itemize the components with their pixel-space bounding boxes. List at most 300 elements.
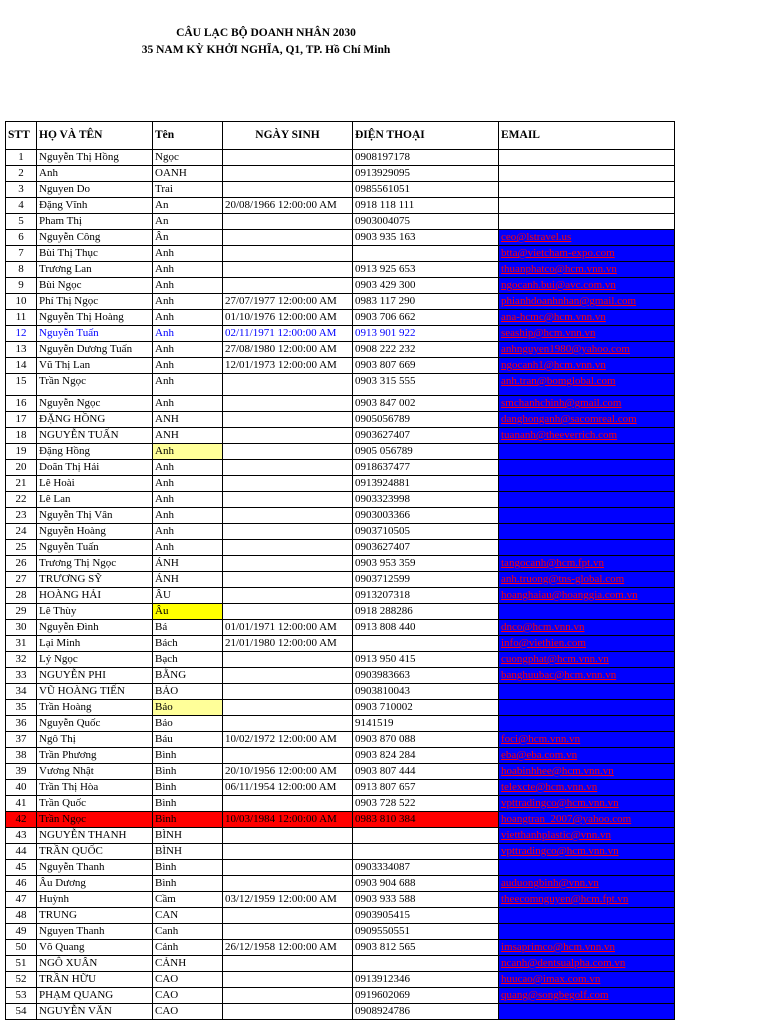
table-row: [6, 214, 675, 230]
table-row: [6, 940, 675, 956]
cell-birthdate: [223, 246, 353, 262]
cell-full-name: Trần Phương: [37, 748, 153, 764]
table-row: [6, 358, 675, 374]
cell-stt: 20: [6, 460, 37, 476]
cell-phone: 0918637477: [353, 460, 499, 476]
cell-birthdate: [223, 652, 353, 668]
cell-birthdate: 02/11/1971 12:00:00 AM: [223, 326, 353, 342]
cell-phone: [353, 844, 499, 860]
cell-full-name: Trương Thị Ngọc: [37, 556, 153, 572]
cell-stt: 32: [6, 652, 37, 668]
cell-birthdate: [223, 876, 353, 892]
cell-birthdate: [223, 374, 353, 396]
cell-stt: 37: [6, 732, 37, 748]
cell-phone: 0903810043: [353, 684, 499, 700]
cell-stt: 13: [6, 342, 37, 358]
cell-given-name: ANH: [153, 412, 223, 428]
email-link[interactable]: anh.tran@bomglobal.com: [501, 375, 616, 387]
email-link[interactable]: hoangtran_2007@yahoo.com: [501, 813, 632, 825]
cell-given-name: BÌNH: [153, 844, 223, 860]
cell-email: [499, 652, 675, 668]
cell-full-name: NGUYỄN TUẤN: [37, 428, 153, 444]
cell-phone: 0903710505: [353, 524, 499, 540]
cell-email: [499, 668, 675, 684]
cell-email: [499, 540, 675, 556]
cell-full-name: NGUYỄN THANH: [37, 828, 153, 844]
cell-phone: 0918 118 111: [353, 198, 499, 214]
table-row: [6, 748, 675, 764]
table-body: [6, 150, 675, 1020]
cell-phone: 0903627407: [353, 540, 499, 556]
cell-given-name: Bảo: [153, 716, 223, 732]
cell-phone: 0908 222 232: [353, 342, 499, 358]
table-row: [6, 342, 675, 358]
cell-given-name: ÁNH: [153, 572, 223, 588]
table-row: [6, 508, 675, 524]
cell-stt: 7: [6, 246, 37, 262]
cell-phone: 0903712599: [353, 572, 499, 588]
email-link[interactable]: ana-hcmc@hcm.vnn.vn: [501, 311, 606, 323]
cell-phone: 0913912346: [353, 972, 499, 988]
cell-given-name: Bách: [153, 636, 223, 652]
cell-birthdate: [223, 1004, 353, 1020]
cell-full-name: Trương Lan: [37, 262, 153, 278]
email-link[interactable]: telexcte@hcm.vnn.vn: [501, 781, 598, 793]
cell-given-name: Ngọc: [153, 150, 223, 166]
cell-phone: 0903 429 300: [353, 278, 499, 294]
cell-phone: 0905056789: [353, 412, 499, 428]
cell-phone: 0983 117 290: [353, 294, 499, 310]
table-row: [6, 828, 675, 844]
table-row: [6, 1004, 675, 1020]
cell-phone: [353, 956, 499, 972]
cell-given-name: Cảnh: [153, 940, 223, 956]
email-link[interactable]: ceo@lstravel.us: [501, 231, 572, 243]
cell-birthdate: [223, 604, 353, 620]
email-link[interactable]: eba@eba.com.vn: [501, 749, 578, 761]
cell-full-name: Nguyen Thanh: [37, 924, 153, 940]
cell-full-name: ĐẶNG HỒNG: [37, 412, 153, 428]
email-link[interactable]: tangocanh@hcm.fpt.vn: [501, 557, 604, 569]
cell-stt: 35: [6, 700, 37, 716]
cell-birthdate: [223, 908, 353, 924]
cell-birthdate: [223, 924, 353, 940]
table-row: [6, 294, 675, 310]
cell-birthdate: 26/12/1958 12:00:00 AM: [223, 940, 353, 956]
cell-stt: 29: [6, 604, 37, 620]
cell-email: [499, 492, 675, 508]
cell-birthdate: 01/10/1976 12:00:00 AM: [223, 310, 353, 326]
cell-stt: 28: [6, 588, 37, 604]
email-link[interactable]: anhnguyen1980@yahoo.com: [501, 343, 630, 355]
cell-full-name: Vương Nhật: [37, 764, 153, 780]
cell-email: [499, 732, 675, 748]
cell-email: [499, 700, 675, 716]
cell-full-name: Trần Thị Hòa: [37, 780, 153, 796]
table-row: [6, 668, 675, 684]
cell-phone: 0903 710002: [353, 700, 499, 716]
cell-phone: 0903323998: [353, 492, 499, 508]
cell-email: [499, 556, 675, 572]
table-row: [6, 182, 675, 198]
cell-full-name: Bùi Ngọc: [37, 278, 153, 294]
cell-given-name: Anh: [153, 326, 223, 342]
cell-given-name: Bạch: [153, 652, 223, 668]
cell-birthdate: 01/01/1971 12:00:00 AM: [223, 620, 353, 636]
cell-phone: 0913207318: [353, 588, 499, 604]
cell-full-name: Pham Thị: [37, 214, 153, 230]
cell-stt: 8: [6, 262, 37, 278]
email-link[interactable]: btta@vietcham-expo.com: [501, 247, 615, 259]
cell-email: [499, 780, 675, 796]
cell-birthdate: [223, 956, 353, 972]
cell-phone: 0909550551: [353, 924, 499, 940]
cell-email: [499, 956, 675, 972]
email-link[interactable]: vpttradingco@hcm.vnn.vn: [501, 797, 619, 809]
cell-given-name: Anh: [153, 310, 223, 326]
cell-full-name: Phí Thị Ngọc: [37, 294, 153, 310]
cell-birthdate: [223, 476, 353, 492]
club-address: 35 NAM KỲ KHỞI NGHĨA, Q1, TP. Hồ Chí Minh: [141, 44, 391, 56]
cell-stt: 49: [6, 924, 37, 940]
table-row: [6, 956, 675, 972]
email-link[interactable]: quang@songbegolf.com: [501, 989, 609, 1001]
table-row: [6, 732, 675, 748]
cell-stt: 10: [6, 294, 37, 310]
cell-phone: 0903 807 444: [353, 764, 499, 780]
cell-given-name: BÌNH: [153, 828, 223, 844]
cell-stt: 4: [6, 198, 37, 214]
email-link[interactable]: vpttradingco@hcm.vnn.vn: [501, 845, 619, 857]
cell-birthdate: [223, 262, 353, 278]
cell-email: [499, 924, 675, 940]
cell-full-name: Trần Quốc: [37, 796, 153, 812]
cell-stt: 14: [6, 358, 37, 374]
cell-full-name: Âu Dương: [37, 876, 153, 892]
cell-full-name: Nguyễn Hoàng: [37, 524, 153, 540]
email-link[interactable]: foci@hcm.vnn.vn: [501, 733, 581, 745]
cell-full-name: NGÔ XUÂN: [37, 956, 153, 972]
cell-phone: 0903 870 088: [353, 732, 499, 748]
cell-stt: 1: [6, 150, 37, 166]
cell-full-name: NGUYỄN VĂN: [37, 1004, 153, 1020]
cell-phone: 0903 812 565: [353, 940, 499, 956]
table-row: [6, 892, 675, 908]
cell-email: [499, 198, 675, 214]
table-row: [6, 556, 675, 572]
email-link[interactable]: tuananh@theeverrich.com: [501, 429, 618, 441]
cell-email: [499, 214, 675, 230]
cell-full-name: Nguyễn Đình: [37, 620, 153, 636]
cell-phone: 0985561051: [353, 182, 499, 198]
cell-email: [499, 812, 675, 828]
cell-birthdate: 20/10/1956 12:00:00 AM: [223, 764, 353, 780]
cell-phone: 0903 935 163: [353, 230, 499, 246]
table-row: [6, 396, 675, 412]
table-row: [6, 780, 675, 796]
cell-email: [499, 748, 675, 764]
cell-stt: 45: [6, 860, 37, 876]
cell-email: [499, 524, 675, 540]
cell-given-name: ÂU: [153, 588, 223, 604]
cell-given-name: BẰNG: [153, 668, 223, 684]
cell-stt: 23: [6, 508, 37, 524]
cell-birthdate: [223, 396, 353, 412]
cell-birthdate: 21/01/1980 12:00:00 AM: [223, 636, 353, 652]
cell-phone: 0903 824 284: [353, 748, 499, 764]
cell-full-name: Trần Ngọc: [37, 374, 153, 396]
cell-full-name: Trần Ngọc: [37, 812, 153, 828]
cell-full-name: Doãn Thị Hải: [37, 460, 153, 476]
cell-birthdate: 27/08/1980 12:00:00 AM: [223, 342, 353, 358]
cell-full-name: Võ Quang: [37, 940, 153, 956]
cell-full-name: Nguyễn Ngọc: [37, 396, 153, 412]
cell-given-name: Cầm: [153, 892, 223, 908]
cell-given-name: An: [153, 198, 223, 214]
cell-stt: 16: [6, 396, 37, 412]
cell-full-name: PHẠM QUANG: [37, 988, 153, 1004]
table-row: [6, 652, 675, 668]
table-row: [6, 604, 675, 620]
cell-birthdate: [223, 572, 353, 588]
cell-stt: 33: [6, 668, 37, 684]
col-stt: STT: [6, 122, 37, 150]
cell-stt: 47: [6, 892, 37, 908]
cell-stt: 44: [6, 844, 37, 860]
table-row: [6, 716, 675, 732]
cell-email: [499, 396, 675, 412]
cell-stt: 46: [6, 876, 37, 892]
cell-birthdate: 10/02/1972 12:00:00 AM: [223, 732, 353, 748]
cell-email: [499, 294, 675, 310]
cell-given-name: An: [153, 214, 223, 230]
table-row: [6, 428, 675, 444]
cell-given-name: Bình: [153, 860, 223, 876]
cell-phone: 0903983663: [353, 668, 499, 684]
cell-given-name: ÁNH: [153, 556, 223, 572]
cell-stt: 26: [6, 556, 37, 572]
email-link[interactable]: smchanhchinh@gmail.com: [501, 397, 622, 409]
cell-stt: 52: [6, 972, 37, 988]
cell-given-name: Bá: [153, 620, 223, 636]
cell-stt: 42: [6, 812, 37, 828]
email-link[interactable]: theecomnguyen@hcm.fpt.vn: [501, 893, 629, 905]
cell-birthdate: 03/12/1959 12:00:00 AM: [223, 892, 353, 908]
table-row: [6, 150, 675, 166]
cell-full-name: Bùi Thị Thục: [37, 246, 153, 262]
cell-full-name: Ngô Thị: [37, 732, 153, 748]
cell-birthdate: 27/07/1977 12:00:00 AM: [223, 294, 353, 310]
email-link[interactable]: anh.truong@tns-global.com: [501, 573, 625, 585]
cell-given-name: OANH: [153, 166, 223, 182]
cell-stt: 54: [6, 1004, 37, 1020]
cell-phone: 0903627407: [353, 428, 499, 444]
email-link[interactable]: hoabinhhee@hcm.vnn.vn: [501, 765, 614, 777]
table-row: [6, 540, 675, 556]
cell-stt: 24: [6, 524, 37, 540]
cell-stt: 34: [6, 684, 37, 700]
table-header-row: [6, 122, 675, 150]
cell-phone: [353, 636, 499, 652]
cell-email: [499, 972, 675, 988]
email-link[interactable]: ncanh@dentsualpha.com.vn: [501, 957, 626, 969]
cell-email: [499, 412, 675, 428]
cell-email: [499, 764, 675, 780]
cell-email: [499, 636, 675, 652]
cell-full-name: Đặng Hồng: [37, 444, 153, 460]
cell-email: [499, 876, 675, 892]
cell-stt: 30: [6, 620, 37, 636]
cell-stt: 22: [6, 492, 37, 508]
table-row: [6, 444, 675, 460]
cell-given-name: Anh: [153, 492, 223, 508]
cell-birthdate: [223, 428, 353, 444]
col-given-name: Tên: [153, 122, 223, 150]
cell-birthdate: [223, 796, 353, 812]
cell-stt: 27: [6, 572, 37, 588]
email-link[interactable]: imsaprimco@hcm.vnn.vn: [501, 941, 616, 953]
cell-stt: 41: [6, 796, 37, 812]
cell-phone: 0913929095: [353, 166, 499, 182]
email-link[interactable]: dnco@hcm.vnn.vn: [501, 621, 585, 633]
cell-given-name: Anh: [153, 294, 223, 310]
table-row: [6, 764, 675, 780]
cell-stt: 53: [6, 988, 37, 1004]
email-link[interactable]: danghonganh@sacomreal.com: [501, 413, 637, 425]
cell-given-name: Anh: [153, 374, 223, 396]
table-row: [6, 684, 675, 700]
table-row: [6, 972, 675, 988]
cell-full-name: TRẦN QUỐC: [37, 844, 153, 860]
cell-given-name: BẢO: [153, 684, 223, 700]
cell-email: [499, 716, 675, 732]
cell-full-name: TRẦN HỮU: [37, 972, 153, 988]
cell-birthdate: [223, 700, 353, 716]
table-row: [6, 374, 675, 396]
cell-phone: [353, 246, 499, 262]
email-link[interactable]: seaship@hcm.vnn.vn: [501, 327, 596, 339]
cell-birthdate: [223, 150, 353, 166]
email-link[interactable]: info@viethien.com: [501, 637, 586, 649]
table-row: [6, 588, 675, 604]
cell-stt: 31: [6, 636, 37, 652]
email-link[interactable]: huucao@imax.com.vn: [501, 973, 601, 985]
cell-given-name: Canh: [153, 924, 223, 940]
cell-birthdate: [223, 230, 353, 246]
cell-full-name: TRUNG: [37, 908, 153, 924]
cell-stt: 39: [6, 764, 37, 780]
cell-stt: 25: [6, 540, 37, 556]
cell-email: [499, 844, 675, 860]
cell-full-name: Nguyễn Thị Hồng: [37, 150, 153, 166]
cell-phone: 0903 315 555: [353, 374, 499, 396]
cell-stt: 50: [6, 940, 37, 956]
email-link[interactable]: auduongbinh@vnn.vn: [501, 877, 599, 889]
cell-email: [499, 278, 675, 294]
cell-birthdate: [223, 166, 353, 182]
cell-phone: 0913 950 415: [353, 652, 499, 668]
cell-email: [499, 326, 675, 342]
table-row: [6, 262, 675, 278]
email-link[interactable]: phianhdoanhnhan@gmail.com: [501, 295, 637, 307]
email-link[interactable]: vietthanhplastic@vnn.vn: [501, 829, 612, 841]
cell-stt: 15: [6, 374, 37, 396]
cell-phone: 0908924786: [353, 1004, 499, 1020]
cell-full-name: TRƯƠNG SỸ: [37, 572, 153, 588]
cell-full-name: Nguyen Do: [37, 182, 153, 198]
cell-phone: 0908197178: [353, 150, 499, 166]
cell-email: [499, 604, 675, 620]
cell-stt: 43: [6, 828, 37, 844]
email-link[interactable]: ngocanh.bui@avc.com.vn: [501, 279, 616, 291]
cell-phone: 0913 901 922: [353, 326, 499, 342]
email-link[interactable]: banghuubac@hcm.vnn.vn: [501, 669, 617, 681]
cell-stt: 40: [6, 780, 37, 796]
cell-email: [499, 588, 675, 604]
cell-email: [499, 310, 675, 326]
email-link[interactable]: cuongphat@hcm.vnn.vn: [501, 653, 609, 665]
cell-given-name: CAN: [153, 908, 223, 924]
cell-stt: 17: [6, 412, 37, 428]
cell-email: [499, 182, 675, 198]
email-link[interactable]: hoanghaiau@hoanggia.com.vn: [501, 589, 638, 601]
cell-given-name: Anh: [153, 476, 223, 492]
cell-full-name: Lê Hoài: [37, 476, 153, 492]
cell-full-name: Lại Minh: [37, 636, 153, 652]
table-row: [6, 524, 675, 540]
cell-phone: 0983 810 384: [353, 812, 499, 828]
cell-given-name: Âu: [153, 604, 223, 620]
cell-given-name: Bình: [153, 764, 223, 780]
cell-phone: 0919602069: [353, 988, 499, 1004]
cell-email: [499, 262, 675, 278]
email-link[interactable]: thuanphatco@hcm.vnn.vn: [501, 263, 617, 275]
cell-given-name: Anh: [153, 396, 223, 412]
cell-phone: 0903334087: [353, 860, 499, 876]
cell-stt: 12: [6, 326, 37, 342]
cell-email: [499, 428, 675, 444]
cell-phone: 9141519: [353, 716, 499, 732]
cell-stt: 36: [6, 716, 37, 732]
cell-birthdate: [223, 988, 353, 1004]
cell-birthdate: [223, 444, 353, 460]
cell-birthdate: 06/11/1954 12:00:00 AM: [223, 780, 353, 796]
cell-stt: 11: [6, 310, 37, 326]
cell-email: [499, 828, 675, 844]
cell-phone: 0913 925 653: [353, 262, 499, 278]
cell-email: [499, 1004, 675, 1020]
cell-full-name: Lê Lan: [37, 492, 153, 508]
cell-birthdate: [223, 828, 353, 844]
table-row: [6, 460, 675, 476]
cell-phone: 0903 904 688: [353, 876, 499, 892]
email-link[interactable]: ngocanh1@hcm.vnn.vn: [501, 359, 606, 371]
cell-email: [499, 860, 675, 876]
table-row: [6, 310, 675, 326]
cell-given-name: Bảo: [153, 700, 223, 716]
table-row: [6, 700, 675, 716]
cell-birthdate: [223, 844, 353, 860]
table-row: [6, 476, 675, 492]
cell-birthdate: [223, 182, 353, 198]
cell-full-name: HOÀNG HẢI: [37, 588, 153, 604]
table-row: [6, 572, 675, 588]
cell-email: [499, 988, 675, 1004]
cell-phone: 0913 807 657: [353, 780, 499, 796]
cell-birthdate: [223, 556, 353, 572]
cell-phone: 0903004075: [353, 214, 499, 230]
cell-email: [499, 342, 675, 358]
